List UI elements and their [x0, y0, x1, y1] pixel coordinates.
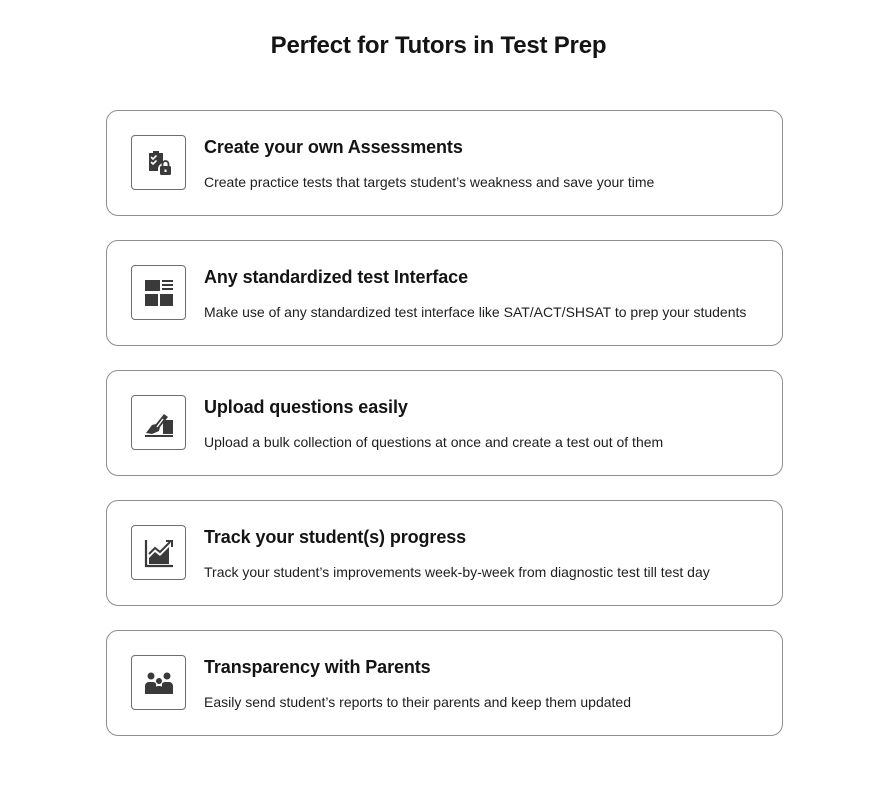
feature-description: Track your student’s improvements week-by-week from diagnostic test till test day [204, 564, 710, 580]
feature-title: Track your student(s) progress [204, 527, 467, 547]
feature-title: Any standardized test Interface [204, 267, 468, 287]
feature-card-upload [106, 370, 783, 476]
test-interface-layout-icon [131, 265, 186, 320]
feature-card-test-interface [106, 240, 783, 346]
assessment-clipboard-icon [131, 135, 186, 190]
upload-hand-writing-icon [131, 395, 186, 450]
parents-family-icon [131, 655, 186, 710]
feature-title: Transparency with Parents [204, 657, 431, 677]
feature-card-assessments [106, 110, 783, 216]
page-title: Perfect for Tutors in Test Prep [270, 32, 607, 59]
progress-chart-icon [131, 525, 186, 580]
feature-description: Easily send student’s reports to their parents and keep them updated [204, 694, 632, 710]
feature-title: Create your own Assessments [204, 137, 463, 157]
feature-description: Make use of any standardized test interface like SAT/ACT/SHSAT to prep your students [204, 304, 747, 320]
feature-card-parents [106, 630, 783, 736]
feature-description: Create practice tests that targets student’s weakness and save your time [204, 174, 655, 190]
feature-list [106, 110, 783, 736]
feature-description: Upload a bulk collection of questions at once and create a test out of them [204, 434, 664, 450]
feature-title: Upload questions easily [204, 397, 408, 417]
feature-card-progress [106, 500, 783, 606]
